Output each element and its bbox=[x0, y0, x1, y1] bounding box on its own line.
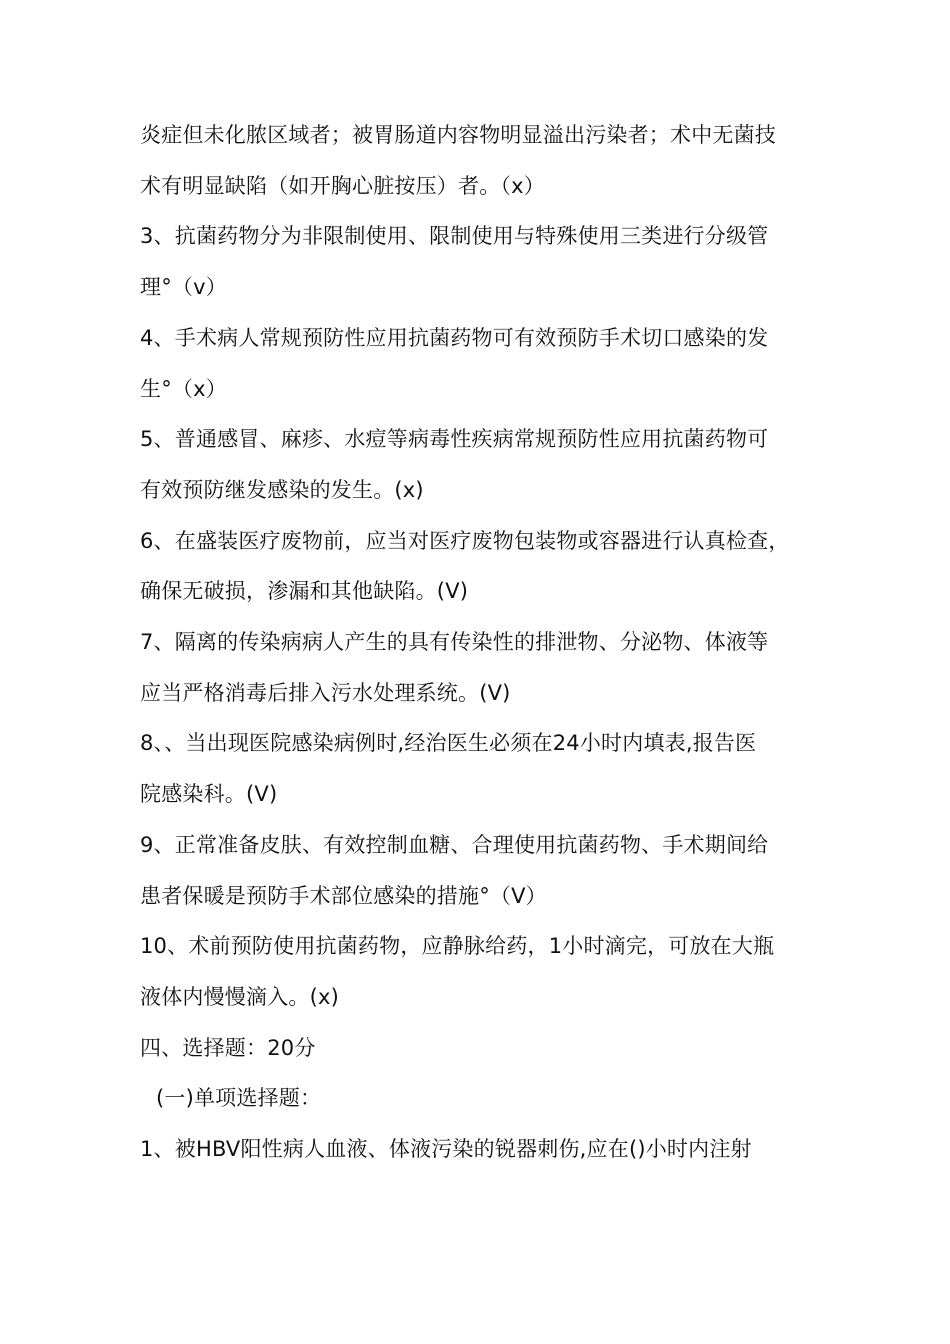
text-line-1: 炎症但未化脓区域者；被胃肠道内容物明显溢出污染者；术中无菌技 bbox=[140, 123, 776, 147]
text-line-2: 术有明显缺陷（如开胸心脏按压）者。（x） bbox=[140, 173, 545, 198]
question-6-cont: 确保无破损，渗漏和其他缺陷。(V) bbox=[140, 579, 469, 604]
document-body bbox=[140, 110, 820, 1175]
question-10-cont: 液体内慢慢滴入。(x) bbox=[140, 984, 340, 1009]
question-6: 6、在盛装医疗废物前，应当对医疗废物包装物或容器进行认真检查， bbox=[140, 528, 790, 553]
question-4: 4、手术病人常规预防性应用抗菌药物可有效预防手术切口感染的发 bbox=[140, 325, 769, 350]
question-3: 3、抗菌药物分为非限制使用、限制使用与特殊使用三类进行分级管 bbox=[140, 224, 769, 249]
question-7: 7、隔离的传染病病人产生的具有传染性的排泄物、分泌物、体液等 bbox=[140, 630, 769, 655]
question-10: 10、术前预防使用抗菌药物，应静脉给药，1小时滴完，可放在大瓶 bbox=[140, 934, 775, 959]
question-7-cont: 应当严格消毒后排入污水处理系统。(V) bbox=[140, 680, 511, 705]
subsection-heading: (一)单项选择题： bbox=[156, 1086, 322, 1111]
question-9-cont: 患者保暖是预防手术部位感染的措施°（V） bbox=[140, 883, 547, 908]
question-9: 9、正常准备皮肤、有效控制血糖、合理使用抗菌药物、手术期间给 bbox=[140, 832, 769, 857]
question-8-cont: 院感染科。(V) bbox=[140, 782, 278, 807]
section-heading: 四、选择题：20分 bbox=[140, 1035, 316, 1060]
question-3-cont: 理°（v） bbox=[140, 275, 227, 300]
question-5-cont: 有效预防继发感染的发生。(x) bbox=[140, 477, 424, 502]
question-4-cont: 生°（x） bbox=[140, 376, 227, 401]
question-5: 5、普通感冒、麻疹、水痘等病毒性疾病常规预防性应用抗菌药物可 bbox=[140, 427, 769, 452]
question-8: 8、、当出现医院感染病例时,经治医生必须在24小时内填表,报告医 bbox=[140, 731, 757, 756]
choice-question-1: 1、被HBV阳性病人血液、体液污染的锐器刺伤,应在()小时内注射 bbox=[140, 1137, 752, 1162]
